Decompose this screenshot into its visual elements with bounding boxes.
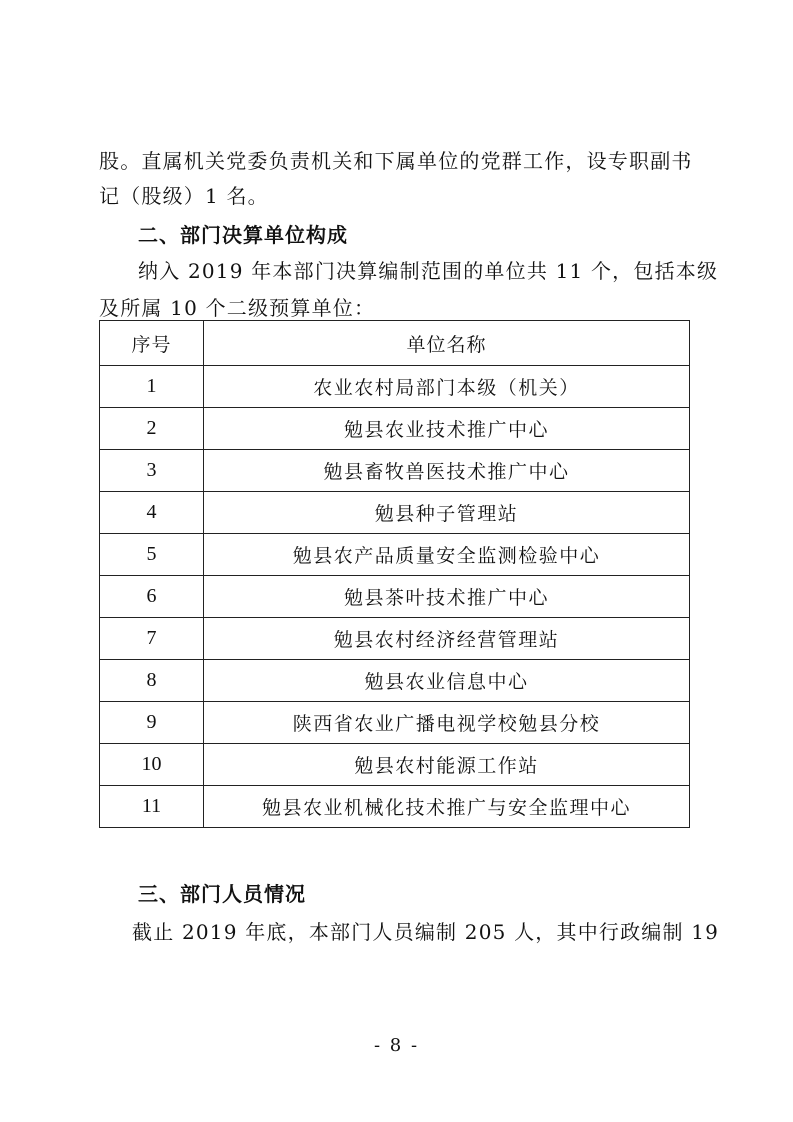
page-number: - 8 - (373, 1035, 420, 1056)
row-index: 1 (100, 366, 204, 408)
column-header-index: 序号 (100, 321, 204, 366)
unit-name: 陕西省农业广播电视学校勉县分校 (204, 702, 690, 744)
paragraph-line: 纳入 2019 年本部门决算编制范围的单位共 11 个，包括本级 (138, 259, 719, 283)
unit-name: 勉县农村经济经营管理站 (204, 618, 690, 660)
table-row (100, 450, 690, 492)
row-index: 6 (100, 576, 204, 618)
row-index: 7 (100, 618, 204, 660)
unit-name: 勉县茶叶技术推广中心 (204, 576, 690, 618)
table-row (100, 576, 690, 618)
row-index: 5 (100, 534, 204, 576)
unit-name: 勉县农产品质量安全监测检验中心 (204, 534, 690, 576)
paragraph-line: 截止 2019 年底，本部门人员编制 205 人，其中行政编制 19 (132, 920, 720, 944)
table-row (100, 534, 690, 576)
row-index: 11 (100, 786, 204, 828)
table-row (100, 660, 690, 702)
table-row (100, 744, 690, 786)
section-heading-2: 二、部门决算单位构成 (138, 223, 348, 247)
row-index: 10 (100, 744, 204, 786)
unit-name: 农业农村局部门本级（机关） (204, 366, 690, 408)
row-index: 3 (100, 450, 204, 492)
row-index: 8 (100, 660, 204, 702)
unit-name: 勉县农业机械化技术推广与安全监理中心 (204, 786, 690, 828)
unit-name: 勉县种子管理站 (204, 492, 690, 534)
table-header-row (100, 321, 690, 366)
table-row (100, 618, 690, 660)
table-row (100, 492, 690, 534)
row-index: 2 (100, 408, 204, 450)
table-row (100, 786, 690, 828)
table-row (100, 366, 690, 408)
section-heading-3: 三、部门人员情况 (138, 882, 306, 906)
table-row (100, 702, 690, 744)
units-table (99, 320, 690, 828)
row-index: 4 (100, 492, 204, 534)
unit-name: 勉县农村能源工作站 (204, 744, 690, 786)
paragraph-line: 及所属 10 个二级预算单位： (99, 296, 376, 320)
table-row (100, 408, 690, 450)
paragraph-line: 记（股级）1 名。 (99, 184, 269, 208)
unit-name: 勉县畜牧兽医技术推广中心 (204, 450, 690, 492)
unit-name: 勉县农业信息中心 (204, 660, 690, 702)
unit-name: 勉县农业技术推广中心 (204, 408, 690, 450)
row-index: 9 (100, 702, 204, 744)
column-header-name: 单位名称 (204, 321, 690, 366)
paragraph-line: 股。直属机关党委负责机关和下属单位的党群工作，设专职副书 (99, 149, 693, 173)
